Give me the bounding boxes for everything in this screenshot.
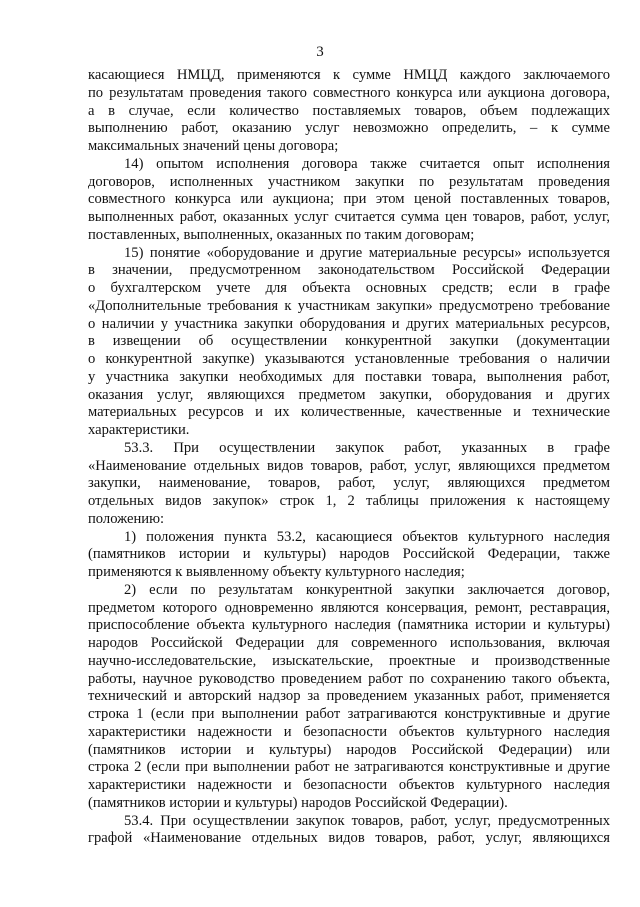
text-line: технический и авторский надзор за проведением указанных работ, применяется	[88, 688, 610, 705]
text-line: характеристики надежности и безопасности объектов культурного наследия	[88, 723, 610, 740]
paragraph	[88, 529, 610, 582]
text-line: строка 2 (если при выполнении работ не затрагиваются конструктивные и другие	[88, 759, 610, 776]
text-line: (памятников истории и культуры) народов Российской Федерации).	[88, 794, 508, 811]
text-line: у участника закупки необходимых для поставки товара, выполнения работ,	[88, 368, 610, 385]
paragraph	[88, 156, 610, 245]
paragraph	[88, 813, 610, 849]
text-line: характеристики надежности и безопасности объектов культурного наследия	[88, 777, 610, 793]
text-line: положению:	[88, 510, 165, 527]
text-line: а в случае, если количество поставляемых товаров, объем подлежащих	[88, 102, 610, 119]
document-body	[88, 67, 610, 848]
text-line: отдельных видов закупок» строк 1, 2 таблицы приложения к настоящему	[88, 493, 610, 509]
text-line: о бухгалтерском учете для объекта основных средств; если в графе	[88, 280, 610, 296]
text-line: применяются к выявленному объекту культурного наследия;	[88, 564, 465, 580]
text-line: предметом которого одновременно являются консервация, ремонт, реставрация,	[88, 599, 610, 616]
text-line: 1) положения пункта 53.2, касающиеся объектов культурного наследия	[124, 528, 610, 545]
text-line: научно-исследовательские, изыскательские, проектные и производственные	[88, 652, 610, 669]
text-line: максимальных значений цены договора;	[88, 138, 339, 154]
text-line: материальных ресурсов и их количественные, качественные и технические	[88, 404, 610, 421]
paragraph	[88, 582, 610, 813]
text-line: приспособление объекта культурного наследия (памятника истории и культуры)	[88, 617, 610, 634]
text-line: закупки, наименование, товаров, работ, услуг, являющихся предметом	[88, 475, 610, 492]
paragraph	[88, 440, 610, 529]
paragraph	[88, 245, 610, 440]
text-line: графой «Наименование отдельных видов товаров, работ, услуг, являющихся	[88, 830, 610, 847]
text-line: по результатам проведения такого совместного конкурса или аукциона договора,	[88, 84, 610, 101]
text-line: совместного конкурса или аукциона; при этом ценой поставленных товаров,	[88, 191, 610, 208]
text-line: (памятников истории и культуры) народов Российской Федерации, также	[88, 546, 610, 563]
text-line: поставленных, выполненных, оказанных по таким договорам;	[88, 226, 475, 243]
text-line: 15) понятие «оборудование и другие материальные ресурсы» используется	[124, 244, 610, 261]
text-line: выполненных работ, оказанных услуг считается сумма цен товаров, работ, услуг,	[88, 209, 610, 225]
text-line: работы, научное руководство проведением работ по сохранению такого объекта,	[88, 670, 610, 687]
text-line: 53.3. При осуществлении закупок работ, указанных в графе	[124, 439, 610, 456]
text-line: 2) если по результатам конкурентной закупки заключается договор,	[124, 581, 610, 598]
text-line: о конкурентной закупке) указываются установленные требования о наличии	[88, 351, 610, 367]
paragraph	[88, 67, 610, 156]
text-line: строка 1 (если при выполнении работ затрагиваются конструктивные и другие	[88, 706, 610, 722]
text-line: касающиеся НМЦД, применяются к сумме НМЦД каждого заключаемого	[88, 67, 610, 83]
text-line: 53.4. При осуществлении закупок товаров, работ, услуг, предусмотренных	[124, 812, 610, 829]
text-line: (памятников истории и культуры) народов Российской Федерации) или	[88, 741, 610, 758]
text-line: 14) опытом исполнения договора также считается опыт исполнения	[124, 155, 610, 172]
text-line: оказания услуг, являющихся предметом закупки, оборудования и других	[88, 386, 610, 403]
text-line: народов Российской Федерации для современного использования, включая	[88, 635, 610, 651]
text-line: «Наименование отдельных видов товаров, работ, услуг, являющихся предметом	[88, 457, 610, 474]
text-line: в значении, предусмотренном законодательством Российской Федерации	[88, 262, 610, 279]
text-line: «Дополнительные требования к участникам закупки» предусмотрено требование	[88, 297, 610, 314]
text-line: в извещении об осуществлении конкурентной закупки (документации	[88, 333, 610, 350]
text-line: о наличии у участника закупки оборудования и других материальных ресурсов,	[88, 315, 610, 332]
text-line: договоров, исполненных участником закупки по результатам проведения	[88, 173, 610, 190]
text-line: характеристики.	[88, 422, 190, 438]
text-line: выполнению работ, оказанию услуг невозможно определить, – к сумме	[88, 120, 610, 137]
page-number: 3	[316, 44, 324, 60]
